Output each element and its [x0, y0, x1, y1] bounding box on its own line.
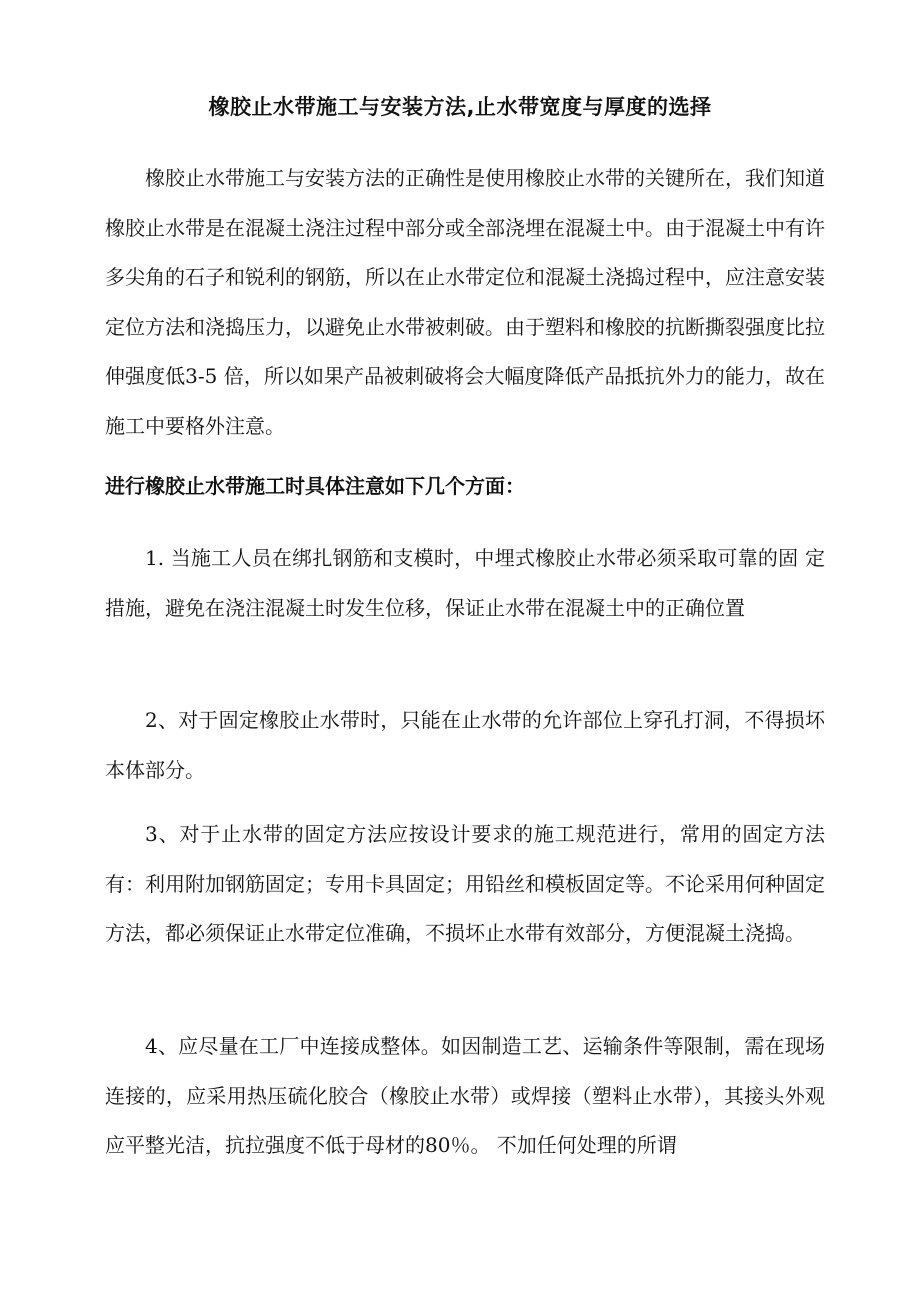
list-item-4: 4、应尽量在工厂中连接成整体。如因制造工艺、运输条件等限制，需在现场连接的，应采用热压硫化胶合（橡胶止水带）或焊接（塑料止水带），其接头外观应平整光洁，抗拉强度不低于母材的80％。 不加任何处理的所谓: [105, 1034, 825, 1157]
section-subheading: 进行橡胶止水带施工时具体注意如下几个方面：: [105, 474, 525, 498]
document-title: 橡胶止水带施工与安装方法,止水带宽度与厚度的选择: [208, 95, 712, 119]
list-item-2: 2、对于固定橡胶止水带时，只能在止水带的允许部位上穿孔打洞，不得损坏本体部分。: [105, 708, 825, 782]
list-item-3: 3、对于止水带的固定方法应按设计要求的施工规范进行，常用的固定方法有：利用附加钢筋固定；专用卡具固定；用铅丝和模板固定等。不论采用何种固定方法，都必须保证止水带定位准确，不损坏止水带有效部分，方便混凝土浇捣。: [105, 822, 825, 945]
intro-paragraph: 橡胶止水带施工与安装方法的正确性是使用橡胶止水带的关键所在，我们知道橡胶止水带是在混凝土浇注过程中部分或全部浇埋在混凝土中。由于混凝土中有许多尖角的石子和锐利的钢筋，所以在止水带定位和混凝土浇捣过程中，应注意安装定位方法和浇捣压力，以避免止水带被刺破。由于塑料和橡胶的抗断撕裂强度比拉伸强度低3-5 倍，所以如果产品被刺破将会大幅度降低产品抵抗外力的能力，故在施工中要格外注意。: [105, 166, 825, 438]
list-item-1: 1. 当施工人员在绑扎钢筋和支模时，中埋式橡胶止水带必须采取可靠的固 定措施，避免在浇注混凝土时发生位移，保证止水带在混凝土中的正确位置: [105, 546, 825, 620]
